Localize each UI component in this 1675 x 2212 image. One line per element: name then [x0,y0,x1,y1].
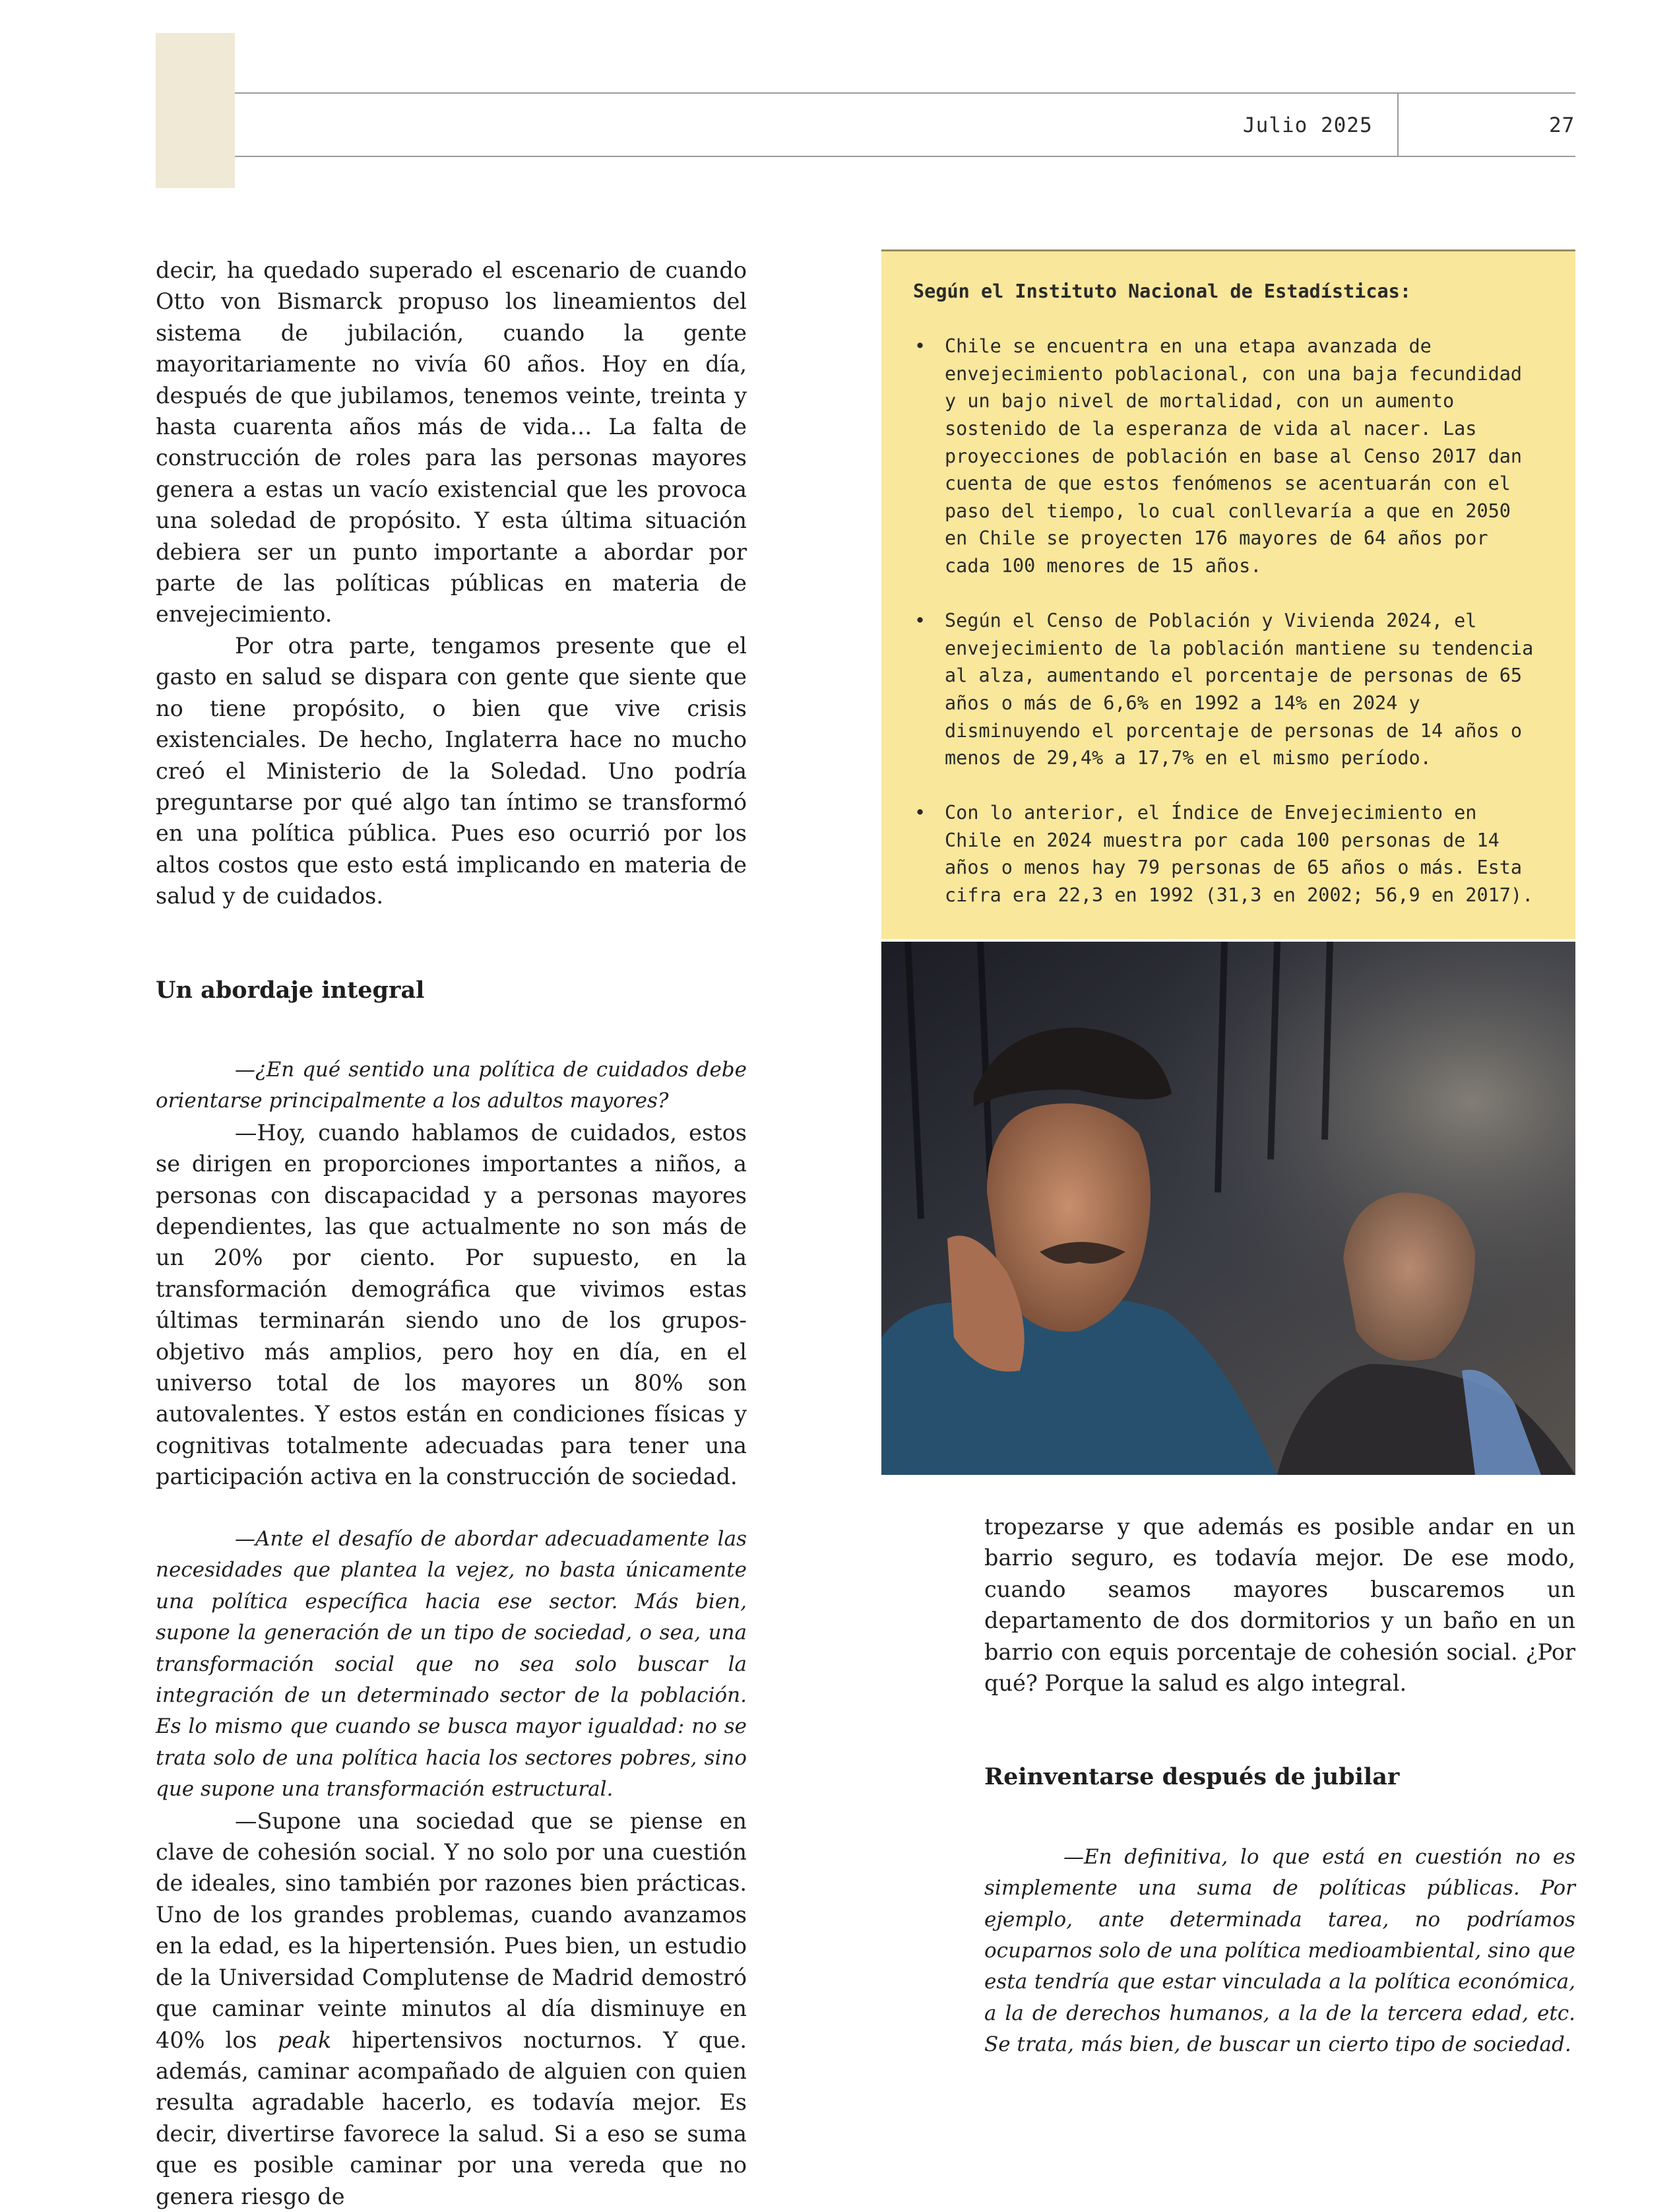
header-divider [1397,92,1399,157]
right-column [984,1511,1575,2061]
interview-question: —En definitiva, lo que está en cuestión no es simplemente una suma de políticas públicas. Por ejemplo, ante determinada tarea, no podríamos ocuparnos solo de una política medioambiental, sino que esta tendría que estar vinculada a la política económica, a la de derechos humanos, a la de la tercera edad, etc. Se trata, más bien, de buscar un cierto tipo de sociedad. [984,1844,1575,2057]
section-heading: Un abordaje integral [156,976,425,1004]
interview-question: —Ante el desafío de abordar adecuadamente las necesidades que plantea la vejez, no basta únicamente una política específica hacia ese sector. Más bien, supone la generación de un tipo de sociedad, o sea, una transformación social que no sea solo buscar la integración de un determinado sector de la población. Es lo mismo que cuando se busca mayor igualdad: no se trata solo de una política hacia los sectores pobres, sino que supone una transformación estructural. [156,1527,747,1802]
infobox-item: • Con lo anterior, el Índice de Envejecimiento en Chile en 2024 muestra por cada 100 personas de 14 años o menos hay 79 personas de 65 años o más. Esta cifra era 22,3 en 1992 (31,3 en 2002; 56,9 en 2017). [913,799,1542,909]
paragraph: Por otra parte, tengamos presente que el gasto en salud se dispara con gente que siente que no tiene propósito, o bien que vive crisis existenciales. De hecho, Inglaterra hace no mucho creó el Ministerio de la Soledad. Uno podría preguntarse por qué algo tan íntimo se transformó en una política pública. Pues eso ocurrió por los altos costos que esto está implicando en materia de salud y de cuidados. [156,632,747,909]
section-heading: Reinventarse después de jubilar [984,1763,1400,1791]
interview-answer: —Hoy, cuando hablamos de cuidados, estos se dirigen en proporciones importantes a niños, a personas con discapacidad y a personas mayores dependientes, las que actualmente no son más de un 20% por ciento. Por supuesto, en la transformación demográfica que vivimos estas últimas terminarán siendo uno de los grupos-objetivo más amplios, pero hoy en día, en el universo total de los mayores un 80% son autovalentes. Y estos están en condiciones físicas y cognitivas totalmente adecuadas para tener una participación activa en la construcción de sociedad. [156,1119,747,1490]
answer-text: —Supone una sociedad que se piense en clave de cohesión social. Y no solo por una cuestión de ideales, sino también por razones bien prácticas. Uno de los grandes problemas, cuando avanzamos en la edad, es la hipertensión. Pues bien, un estudio de la Universidad Complutense de Madrid demostró que caminar veinte minutos al día disminuye en 40% los [156,1807,747,2053]
elderly-men-photo [881,942,1575,1475]
interview-answer [156,1805,747,2212]
interview-question: —¿En qué sentido una política de cuidados debe orientarse principalmente a los adultos mayores? [156,1057,747,1113]
header-rule-top [235,92,1575,94]
infobox-item: • Según el Censo de Población y Vivienda 2024, el envejecimiento de la población mantiene su tendencia al alza, aumentando el porcentaje de personas de 65 años o más de 6,6% en 1992 a 14% en 2024 y disminuyendo el porcentaje de personas de 14 años o menos de 29,4% a 17,7% en el mismo período. [913,607,1542,772]
answer-emphasis: peak [277,2027,332,2053]
page-number: 27 [1549,114,1575,137]
left-column [156,255,747,2212]
answer-text: hipertensivos nocturnos. Y que. además, caminar acompañado de alguien con quien resulta agradable hacerlo, es todavía mejor. Es decir, divertirse favorece la salud. Si a eso se suma que es posible caminar por una vereda que no genera riesgo de [156,2027,747,2209]
paragraph: tropezarse y que además es posible andar en un barrio seguro, es todavía mejor. De ese modo, cuando seamos mayores buscaremos un departamento de dos dormitorios y un baño en un barrio con equis porcentaje de cohesión social. ¿Por qué? Porque la salud es algo integral. [984,1514,1575,1697]
issue-date: Julio 2025 [1243,114,1373,137]
infobox-item: • Chile se encuentra en una etapa avanzada de envejecimiento poblacional, con una baja fecundidad y un bajo nivel de mortalidad, con un aumento sostenido de la esperanza de vida al nacer. Las proyecciones de población en base al Censo 2017 dan cuenta de que estos fenómenos se acentuarán con el paso del tiempo, lo cual conllevaría a que en 2050 en Chile se proyecten 176 mayores de 64 años por cada 100 menores de 15 años. [913,333,1542,579]
header-rule-bottom [235,156,1575,157]
infobox-list [913,333,1542,909]
paragraph: decir, ha quedado superado el escenario de cuando Otto von Bismarck propuso los lineamientos del sistema de jubilación, cuando la gente mayoritariamente no vivía 60 años. Hoy en día, después de que jubilamos, tenemos veinte, treinta y hasta cuarenta años más de vida… La falta de construcción de roles para las personas mayores genera a estas un vacío existencial que les provoca una soledad de propósito. Y esta última situación debiera ser un punto importante a abordar por parte de las políticas públicas en materia de envejecimiento. [156,257,747,628]
ine-statistics-box [881,249,1575,939]
infobox-title: Según el Instituto Nacional de Estadísticas: [913,280,1411,302]
header-tab-square [156,33,235,188]
